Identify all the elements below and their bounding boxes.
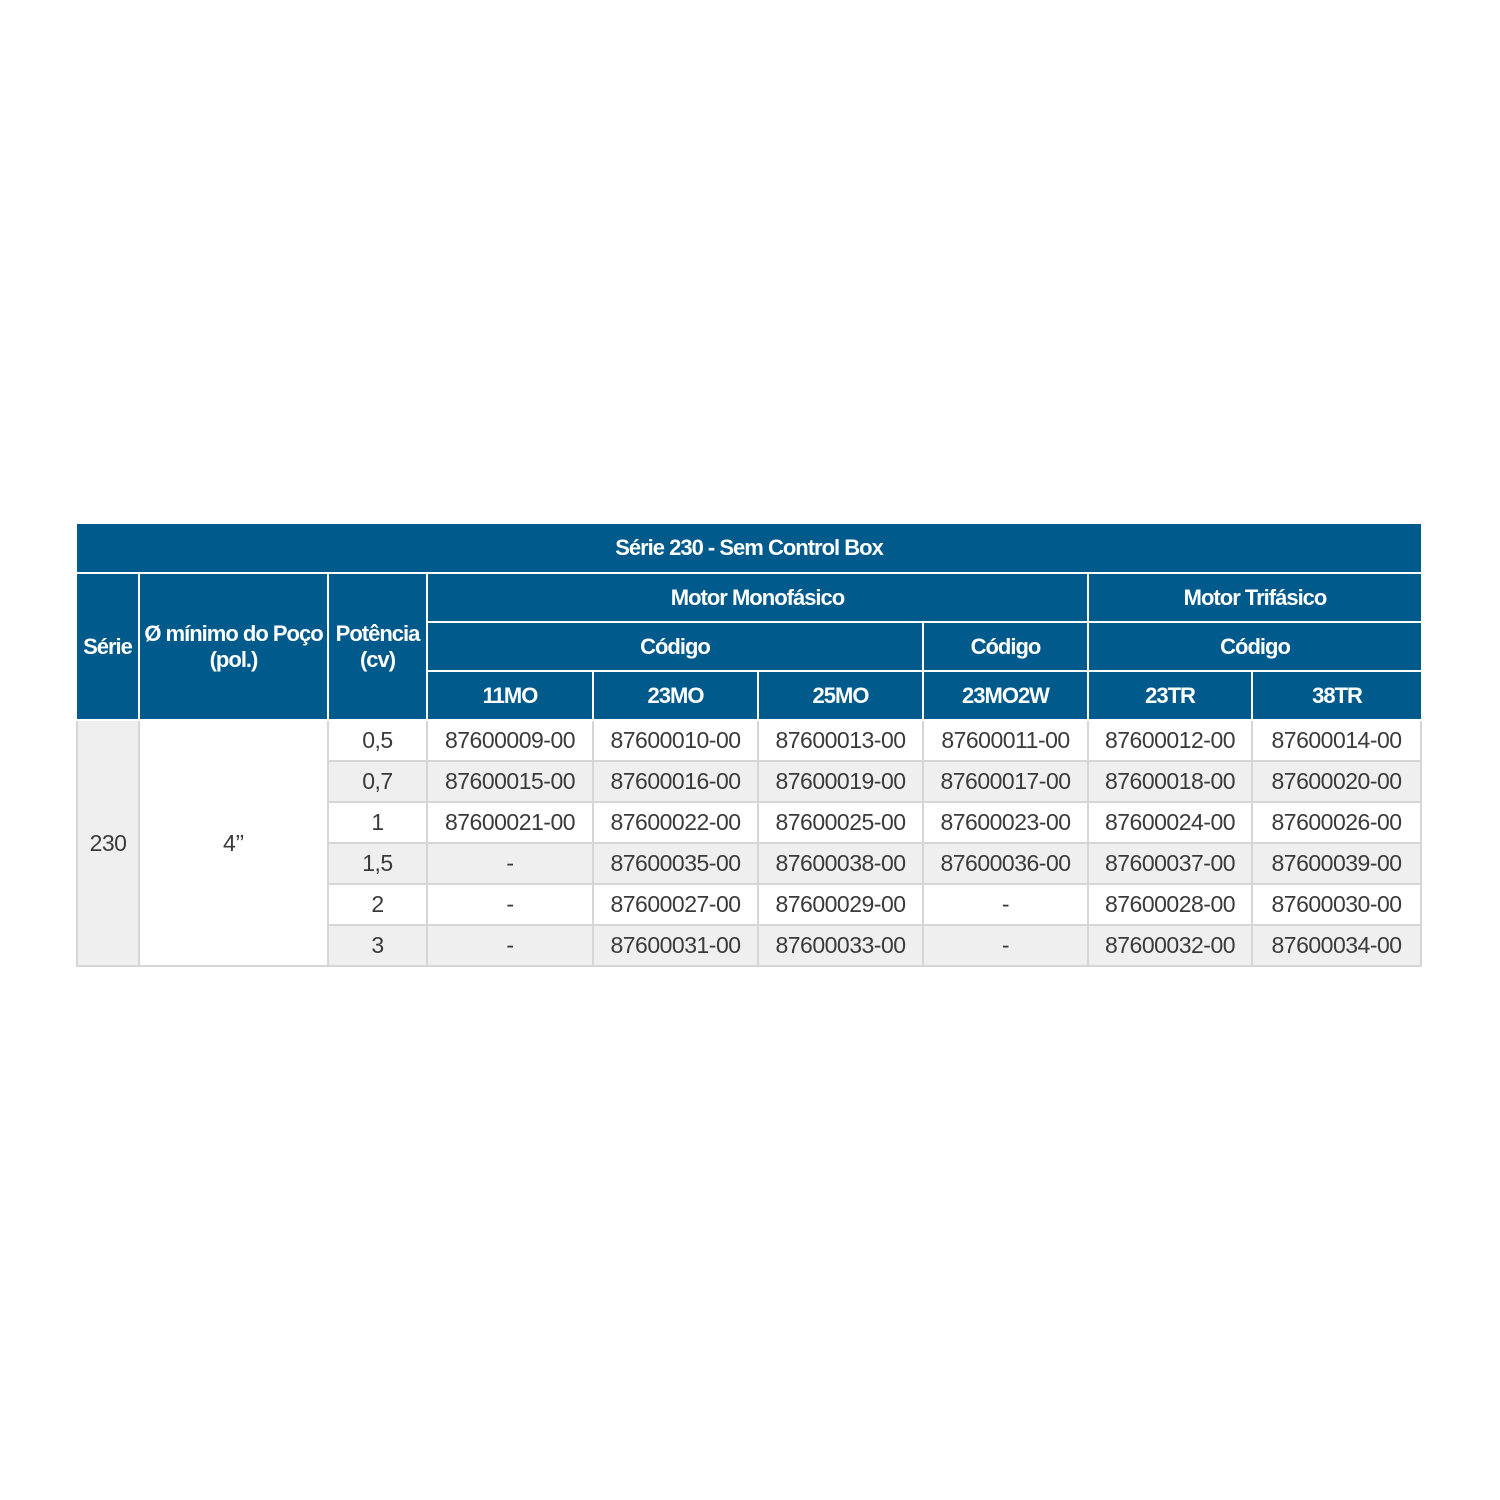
potencia-cell: 3	[328, 925, 427, 966]
code-cell: 87600033-00	[758, 925, 923, 966]
code-cell: 87600021-00	[427, 802, 593, 843]
code-cell: 87600034-00	[1252, 925, 1421, 966]
code-cell: -	[427, 884, 593, 925]
code-cell: 87600030-00	[1252, 884, 1421, 925]
code-cell: 87600029-00	[758, 884, 923, 925]
header-model-38tr: 38TR	[1252, 671, 1421, 720]
table-row	[77, 720, 1421, 761]
header-motor-monofasico: Motor Monofásico	[427, 573, 1088, 622]
code-cell: 87600011-00	[923, 720, 1088, 761]
potencia-cell: 1,5	[328, 843, 427, 884]
code-cell: -	[427, 925, 593, 966]
product-code-table	[76, 524, 1422, 967]
code-cell: 87600035-00	[593, 843, 758, 884]
diametro-value: 4’’	[139, 720, 328, 966]
code-cell: 87600024-00	[1088, 802, 1252, 843]
potencia-cell: 2	[328, 884, 427, 925]
code-cell: 87600020-00	[1252, 761, 1421, 802]
header-model-23mo2w: 23MO2W	[923, 671, 1088, 720]
code-cell: 87600026-00	[1252, 802, 1421, 843]
code-cell: 87600014-00	[1252, 720, 1421, 761]
code-cell: 87600025-00	[758, 802, 923, 843]
header-model-23tr: 23TR	[1088, 671, 1252, 720]
code-cell: 87600019-00	[758, 761, 923, 802]
code-cell: 87600015-00	[427, 761, 593, 802]
potencia-cell: 1	[328, 802, 427, 843]
code-cell: 87600016-00	[593, 761, 758, 802]
product-code-table-container	[76, 524, 1420, 967]
code-cell: -	[923, 884, 1088, 925]
code-cell: 87600031-00	[593, 925, 758, 966]
code-cell: 87600017-00	[923, 761, 1088, 802]
code-cell: 87600027-00	[593, 884, 758, 925]
code-cell: -	[923, 925, 1088, 966]
code-cell: 87600009-00	[427, 720, 593, 761]
code-cell: 87600037-00	[1088, 843, 1252, 884]
header-codigo-mono-2w: Código	[923, 622, 1088, 671]
header-codigo-mono: Código	[427, 622, 923, 671]
header-model-23mo: 23MO	[593, 671, 758, 720]
header-diametro-minimo: Ø mínimo do Poço (pol.)	[139, 573, 328, 720]
potencia-cell: 0,7	[328, 761, 427, 802]
header-codigo-tri: Código	[1088, 622, 1421, 671]
code-cell: -	[427, 843, 593, 884]
code-cell: 87600013-00	[758, 720, 923, 761]
header-model-25mo: 25MO	[758, 671, 923, 720]
code-cell: 87600036-00	[923, 843, 1088, 884]
code-cell: 87600032-00	[1088, 925, 1252, 966]
header-potencia: Potência (cv)	[328, 573, 427, 720]
code-cell: 87600010-00	[593, 720, 758, 761]
header-motor-trifasico: Motor Trifásico	[1088, 573, 1421, 622]
header-serie: Série	[77, 573, 139, 720]
code-cell: 87600039-00	[1252, 843, 1421, 884]
code-cell: 87600028-00	[1088, 884, 1252, 925]
code-cell: 87600038-00	[758, 843, 923, 884]
table-title: Série 230 - Sem Control Box	[77, 524, 1421, 573]
code-cell: 87600018-00	[1088, 761, 1252, 802]
code-cell: 87600022-00	[593, 802, 758, 843]
header-model-11mo: 11MO	[427, 671, 593, 720]
potencia-cell: 0,5	[328, 720, 427, 761]
code-cell: 87600012-00	[1088, 720, 1252, 761]
code-cell: 87600023-00	[923, 802, 1088, 843]
serie-value: 230	[77, 720, 139, 966]
